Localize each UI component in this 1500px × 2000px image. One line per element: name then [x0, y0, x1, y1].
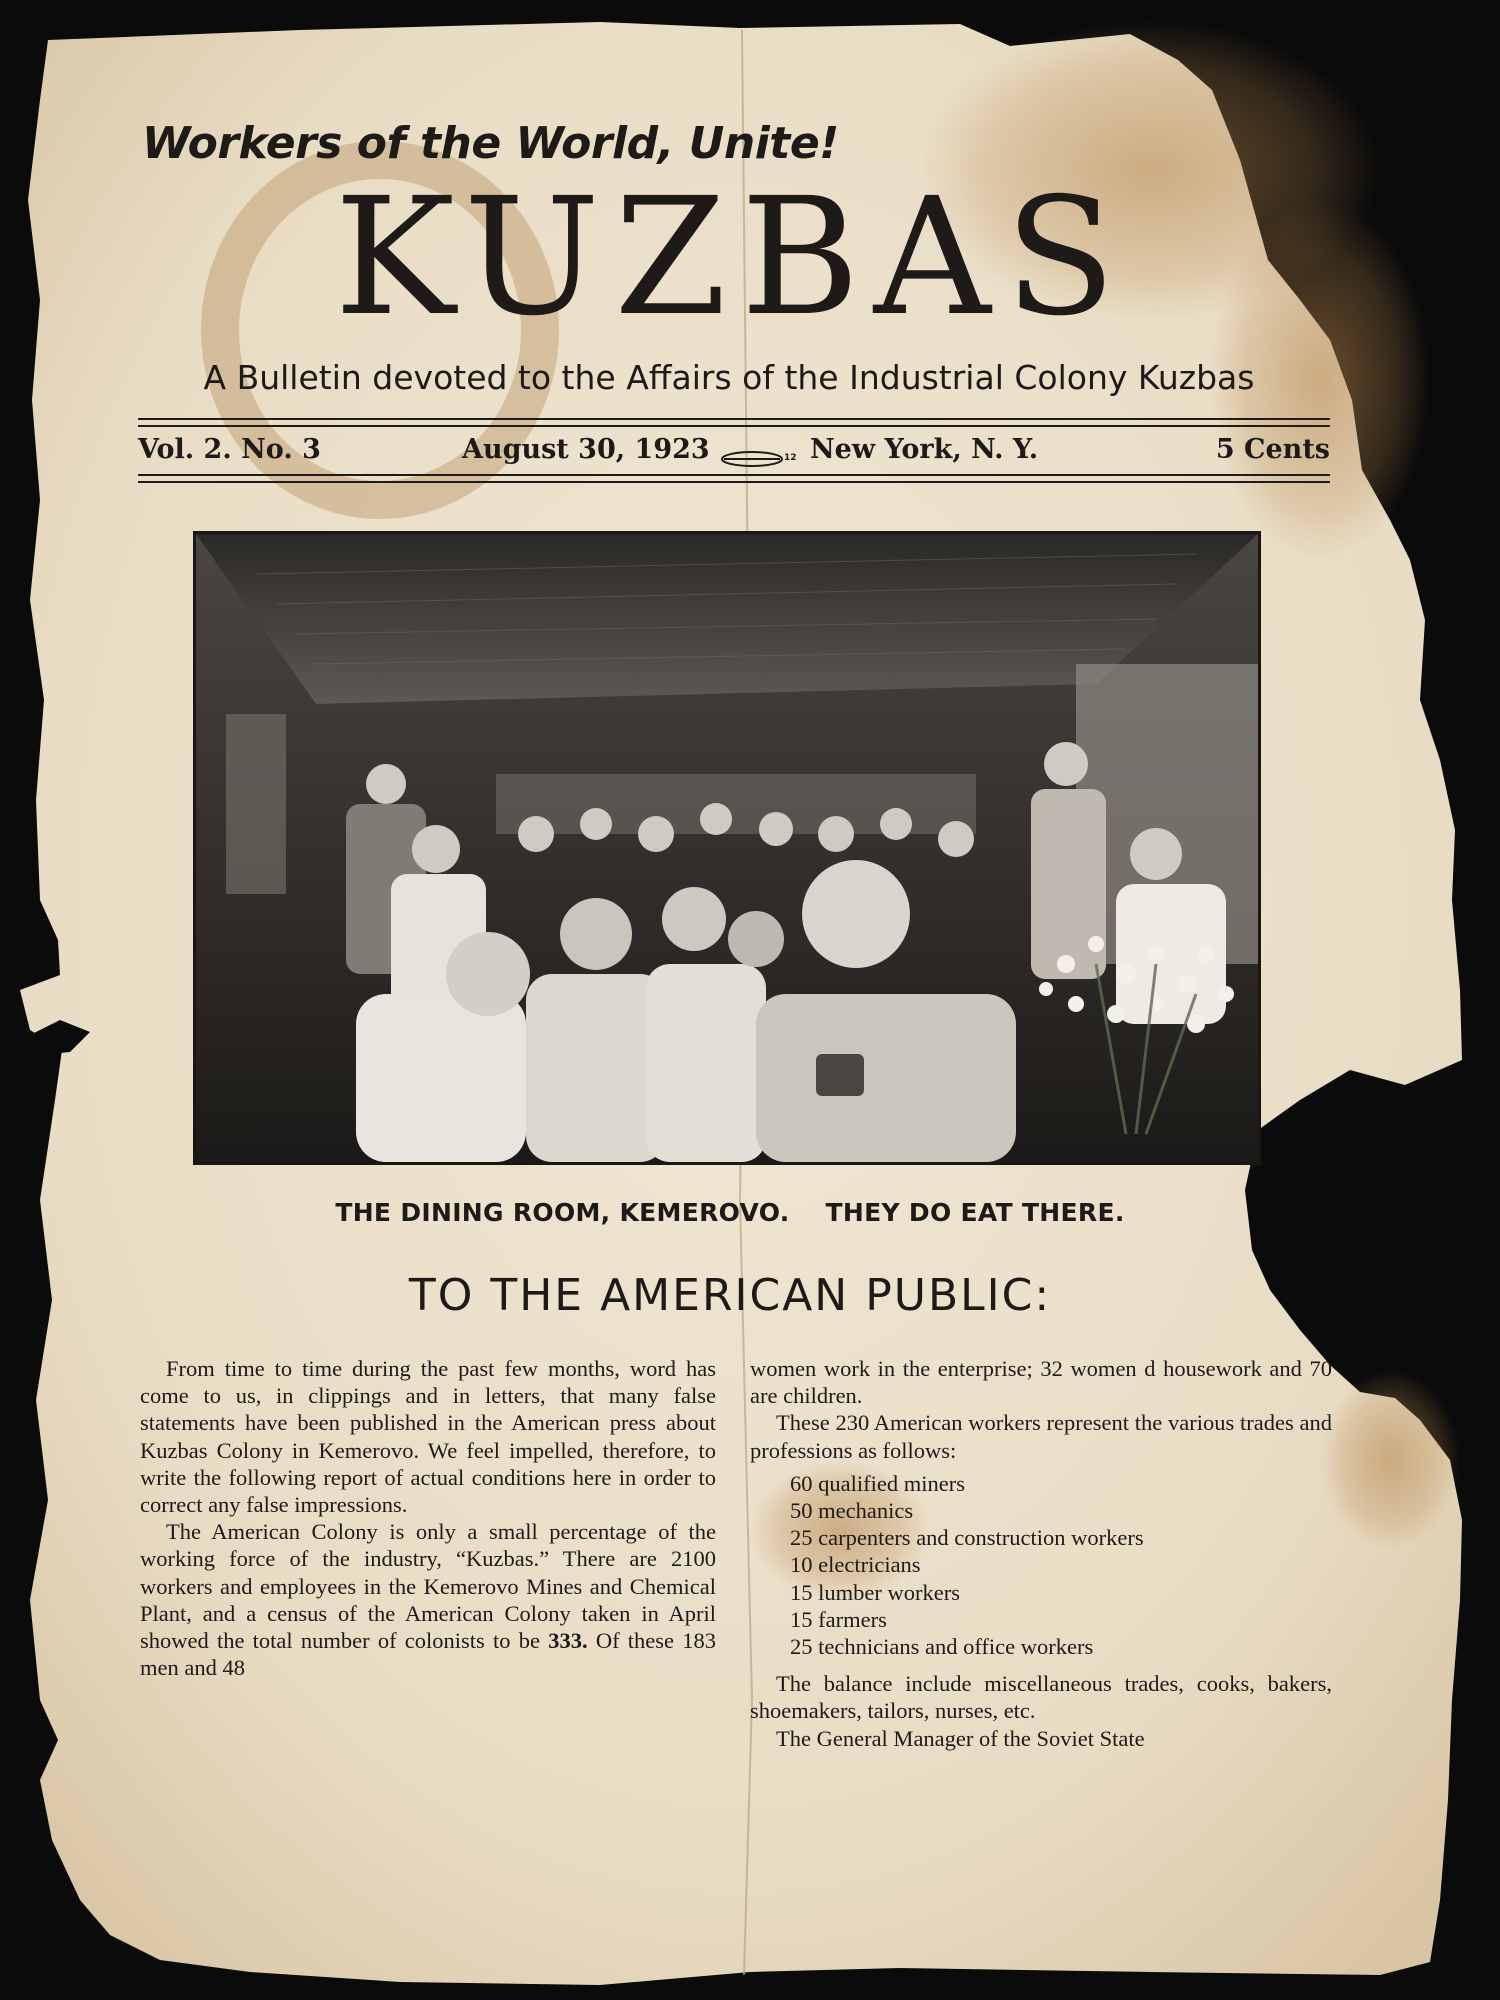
- left-paragraph-2: [140, 1518, 716, 1681]
- photo-caption: THE DINING ROOM, KEMEROVO. THEY DO EAT THERE.: [335, 1198, 1125, 1227]
- svg-text:12: 12: [784, 453, 796, 463]
- right-intro: women work in the enterprise; 32 women d housework and 70 are children.: [750, 1356, 1332, 1409]
- list-item: 15 lumber workers: [790, 1579, 960, 1605]
- rule-top-inner: [138, 425, 1330, 427]
- article-left-column: [140, 1355, 716, 1681]
- article-right-column: [750, 1355, 1332, 1752]
- issue-place: New York, N. Y.: [810, 434, 1039, 465]
- issue-info-line: [138, 430, 1330, 474]
- right-balance-paragraph: The balance include miscellaneous trades, cooks, bakers, shoemakers, tailors, nurses, etc.: [750, 1671, 1332, 1724]
- list-item: 15 farmers: [790, 1606, 887, 1632]
- left-paragraph-2-tail: Of these 183 men and 48: [140, 1628, 717, 1681]
- union-label-icon: [720, 444, 796, 475]
- list-item: 10 electricians: [790, 1552, 921, 1578]
- list-item: 25 carpenters and construction workers: [790, 1525, 1144, 1551]
- rule-bottom: [138, 474, 1330, 476]
- issue-date: August 30, 1923: [462, 434, 710, 465]
- colonist-total: 333.: [548, 1628, 588, 1654]
- masthead-title: KUZBAS: [334, 164, 1130, 352]
- volume-number: Vol. 2. No. 3: [138, 434, 321, 465]
- left-paragraph-1: From time to time during the past few months, word has come to us, in clippings and in letters, that many false statements have been published in the American press about Kuzbas Colony in Kemerovo. We feel impelled, therefore, to write the following report of actual conditions here in order to correct any false impressions.: [140, 1356, 716, 1518]
- article-headline: TO THE AMERICAN PUBLIC:: [408, 1270, 1052, 1321]
- right-last-line: The General Manager of the Soviet State: [776, 1725, 1145, 1751]
- list-item: 25 technicians and office workers: [790, 1634, 1094, 1660]
- right-paragraph: These 230 American workers represent the various trades and professions as follows:: [750, 1410, 1332, 1463]
- masthead-motto: Workers of the World, Unite!: [142, 118, 839, 169]
- rule-top: [138, 418, 1330, 420]
- list-item: 50 mechanics: [790, 1498, 914, 1524]
- photo-scene: [196, 534, 1258, 1162]
- masthead-subtitle: A Bulletin devoted to the Affairs of the Industrial Colony Kuzbas: [203, 358, 1255, 397]
- left-paragraph-2-text: The American Colony is only a small percentage of the working force of the industry, “Kuzbas.” There are 2100 workers and employees in the Kemerovo Mines and Chemical Plant, and a census of the American Colony taken in April showed the total number of colonists to be: [140, 1519, 716, 1654]
- trades-list: [790, 1470, 1332, 1660]
- list-item: 60 qualified miners: [790, 1470, 965, 1496]
- issue-price: 5 Cents: [1215, 434, 1330, 465]
- rule-bottom-inner: [138, 481, 1330, 483]
- dining-room-photo: [193, 531, 1261, 1165]
